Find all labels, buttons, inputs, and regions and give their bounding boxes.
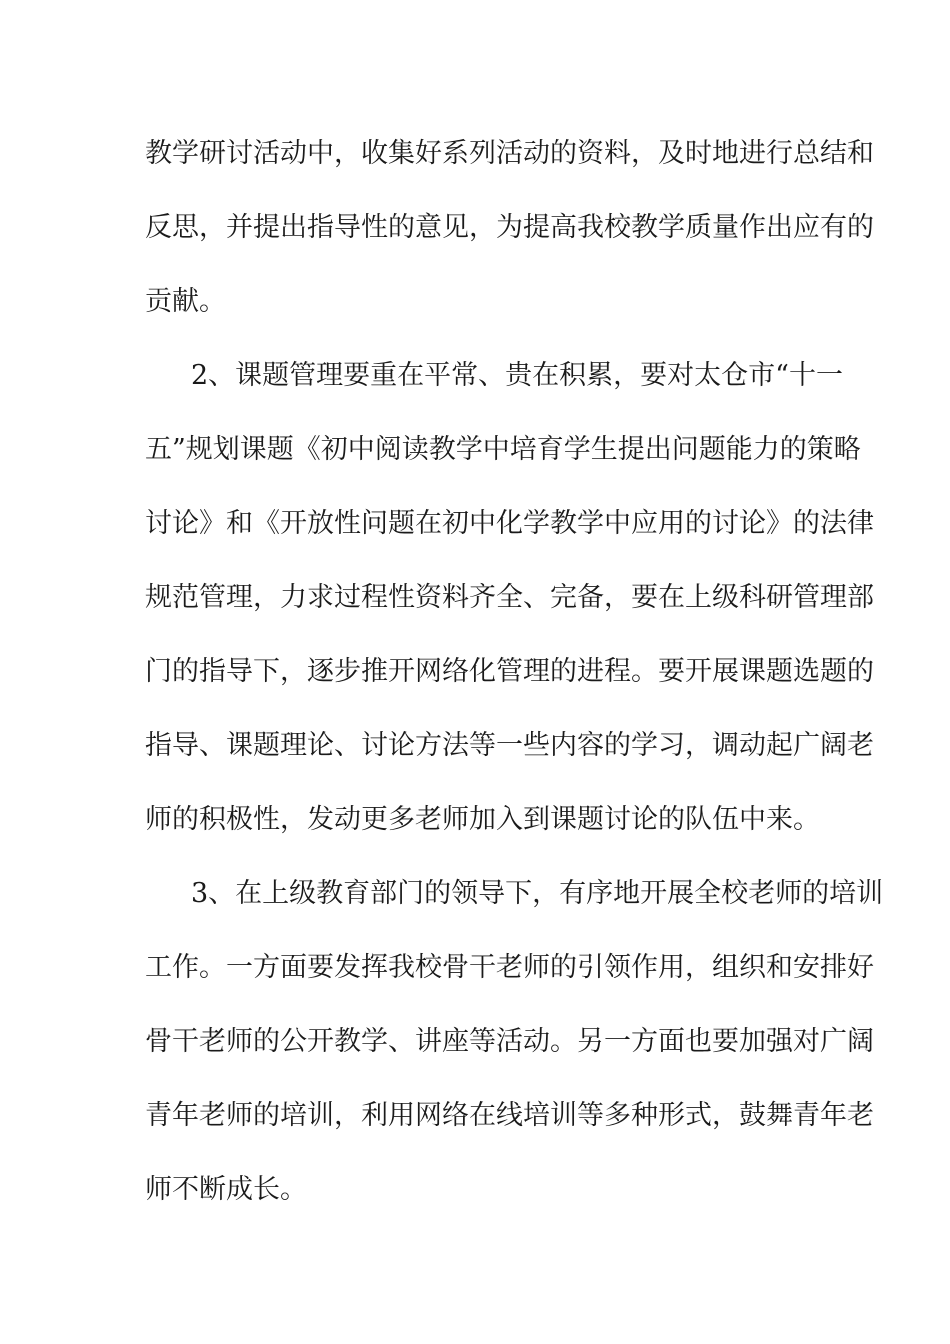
paragraph-3-line-1: 3、在上级教育部门的领导下，有序地开展全校老师的培训 — [191, 878, 884, 909]
paragraph-2-line-5: 门的指导下，逐步推开网络化管理的进程。要开展课题选题的 — [145, 656, 874, 687]
paragraph-3-line-2: 工作。一方面要发挥我校骨干老师的引领作用，组织和安排好 — [145, 952, 874, 983]
paragraph-2-line-1: 2、课题管理要重在平常、贵在积累，要对太仓市“十一 — [191, 360, 843, 391]
paragraph-3-line-4: 青年老师的培训，利用网络在线培训等多种形式，鼓舞青年老 — [145, 1100, 874, 1131]
paragraph-2-line-6: 指导、课题理论、讨论方法等一些内容的学习，调动起广阔老 — [145, 730, 874, 761]
paragraph-1-line-1: 教学研讨活动中，收集好系列活动的资料，及时地进行总结和 — [145, 138, 874, 169]
paragraph-2-line-4: 规范管理，力求过程性资料齐全、完备，要在上级科研管理部 — [145, 582, 874, 613]
paragraph-3-line-5: 师不断成长。 — [145, 1174, 307, 1205]
paragraph-1-line-3: 贡献。 — [145, 286, 226, 317]
paragraph-1-line-2: 反思，并提出指导性的意见，为提高我校教学质量作出应有的 — [145, 212, 874, 243]
paragraph-2-line-7: 师的积极性，发动更多老师加入到课题讨论的队伍中来。 — [145, 804, 820, 835]
paragraph-2-line-3: 讨论》和《开放性问题在初中化学教学中应用的讨论》的法律 — [145, 508, 874, 539]
paragraph-2-line-2: 五”规划课题《初中阅读教学中培育学生提出问题能力的策略 — [145, 434, 861, 465]
paragraph-3-line-3: 骨干老师的公开教学、讲座等活动。另一方面也要加强对广阔 — [145, 1026, 874, 1057]
